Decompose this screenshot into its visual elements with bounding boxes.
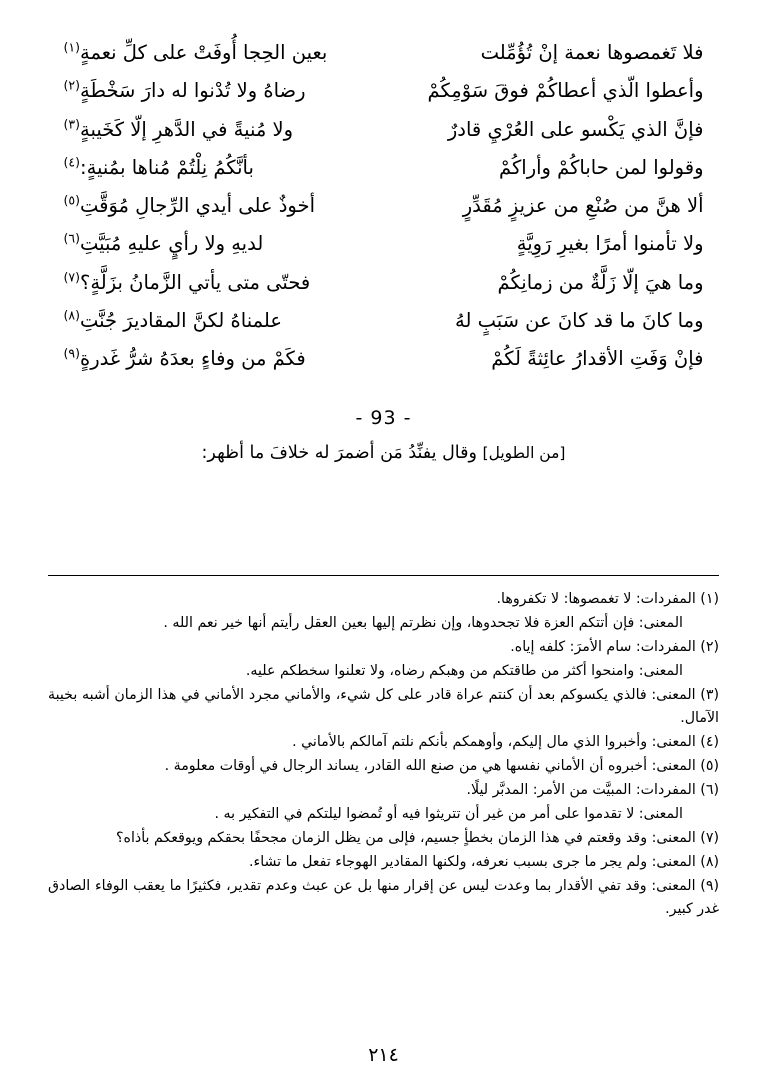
- hemistich-second-text: بعين الحِجا أُوفَتْ على كلِّ نعمةٍ: [80, 41, 328, 64]
- poem-verse: [64, 115, 704, 144]
- hemistich-second-text: علمناهُ لكنَّ المقاديرَ جُنَّتِ: [80, 308, 282, 332]
- hemistich-first: ولا تأمنوا أمرًا بغيرِ رَوِيَّةٍ: [516, 232, 704, 256]
- poem-verse: [64, 38, 704, 67]
- hemistich-first: وما هيَ إلّا زَلَّةٌ من زمانِكُمْ: [497, 270, 704, 294]
- verse-footnote-ref: (٤): [63, 154, 80, 170]
- hemistich-second: [64, 191, 394, 220]
- verse-footnote-ref: (٣): [63, 116, 80, 131]
- footnote-item: المعنى: فإن أتتكم العزة فلا تجحدوها، وإن نظرتم إليها بعين العقل رأيتم أنها خير نعم الله .: [163, 615, 683, 631]
- hemistich-first: ألا هنَّ من صُنْعِ من عزيزٍ مُقَدِّرٍ: [462, 194, 704, 217]
- footnote-item: (٢) المفردات: سام الأمرَ: كلفه إياه.: [510, 639, 719, 655]
- hemistich-second: [64, 115, 394, 144]
- hemistich-first: وما كانَ ما قد كانَ عن سَبَبٍ لهُ: [455, 308, 704, 332]
- hemistich-second-text: رضاهُ ولا تُدْنوا له دارَ سَخْطَةٍ: [80, 79, 306, 103]
- page-number: ٢١٤: [368, 1044, 399, 1066]
- footnote-item: (٦) المفردات: المبيَّت من الأمر: المدبَّر ليلًا.: [466, 782, 719, 798]
- hemistich-second: [64, 229, 394, 258]
- poem-block: [64, 38, 704, 373]
- hemistich-second-text: فحتّى متى يأتي الزَّمانُ بزَلَّةٍ؟: [80, 270, 311, 294]
- verse-footnote-ref: (٩): [63, 345, 80, 361]
- hemistich-second-text: فكَمْ من وفاءٍ بعدَهُ شرُّ غَدرةٍ: [80, 347, 306, 370]
- poem-verse: [64, 76, 704, 105]
- hemistich-second: [64, 76, 394, 105]
- hemistich-second-text: لديهِ ولا رأيٍ عليهِ مُبَيَّتِ: [80, 232, 264, 256]
- hemistich-second: [64, 344, 394, 373]
- footnotes-block: [48, 575, 719, 922]
- section-number: - 93 -: [355, 407, 412, 430]
- poem-verse: [64, 191, 704, 220]
- poem-verse: [64, 153, 704, 182]
- hemistich-second-text: أخوذٌ على أيدي الرِّجالِ مُوَقَّتِ: [80, 194, 315, 217]
- footnote-item: المعنى: لا تقدموا على أمر من غير أن تتريثوا فيه أو تُمضوا ليلتكم في التفكير به .: [214, 806, 683, 822]
- footnote-item: المعنى: وامنحوا أكثر من طاقتكم من وهبكم رضاه، ولا تعلنوا سخطكم عليه.: [245, 663, 683, 679]
- hemistich-second-text: بأنَّكُمُ نِلْتُمْ مُناها بمُنيةٍ:: [80, 155, 254, 179]
- verse-footnote-ref: (١): [63, 39, 80, 55]
- section-heading-text: وقال يفنِّدُ مَن أضمرَ له خلافَ ما أظهر:: [201, 443, 477, 464]
- footnote-item: (٧) المعنى: وقد وقعتم في هذا الزمان بخطأٍ جسيم، فإلى من يظل الزمان مجحفًا بحقكم ويوقعكم بأذاه؟: [116, 830, 719, 846]
- hemistich-second: [64, 153, 394, 182]
- footnote-item: (٨) المعنى: ولم يجر ما جرى بسبب نعرفه، ولكنها المقادير الهوجاء تفعل ما تشاء.: [249, 854, 719, 870]
- footnote-item: (٤) المعنى: وأخبروا الذي مال إليكم، وأوهمكم بأنكم نلتم آمالكم بالأماني .: [292, 734, 719, 750]
- poem-meter: [من الطويل]: [482, 444, 566, 463]
- section-heading: [48, 443, 719, 463]
- verse-footnote-ref: (٨): [63, 307, 80, 323]
- verse-footnote-ref: (٥): [63, 192, 80, 208]
- hemistich-second-text: ولا مُنيةً في الدَّهرِ إلّا كَخَيبةٍ: [80, 117, 294, 141]
- hemistich-first: وقولوا لمن حاباكُمْ وأراكُمْ: [499, 155, 704, 179]
- verse-footnote-ref: (٦): [63, 230, 80, 246]
- footnote-separator: [48, 575, 719, 576]
- hemistich-first: فلا تَغمصوها نعمة إنْ تُؤُمِّلت: [480, 41, 704, 64]
- footnote-item: (٣) المعنى: فالذي يكسوكم بعد أن كنتم عراة قادر على كل شيء، والأماني مجرد الأماني في هذا الزمان أشبه بخيبة الآمال.: [48, 687, 719, 726]
- footnote-item: (٩) المعنى: وقد تفي الأقدار بما وعدت ليس عن إقرار منها بل عن عبث وعدم تقدير، فكثيرًا ما يعقب الوفاء الصادق غدر كبير.: [48, 878, 719, 917]
- verse-footnote-ref: (٢): [63, 77, 80, 93]
- hemistich-first: فإنْ وَفَتِ الأقدارُ عائِثةً لَكُمْ: [491, 347, 704, 370]
- footnote-item: (٥) المعنى: أخبروه أن الأماني نفسها هي من صنع الله القادر، يساند الرجال في أوقات معلومة .: [164, 758, 719, 774]
- poem-verse: [64, 344, 704, 373]
- poem-verse: [64, 229, 704, 258]
- poem-verse: [64, 268, 704, 297]
- poem-verse: [64, 306, 704, 335]
- hemistich-first: فإنَّ الذي يَكْسو على العُرْيِ قادرٌ: [447, 117, 704, 141]
- verse-footnote-ref: (٧): [63, 269, 80, 284]
- hemistich-second: [64, 268, 394, 297]
- hemistich-first: وأعطوا الّذي أعطاكُمْ فوقَ سَوْمِكُمْ: [427, 79, 704, 103]
- footnote-item: (١) المفردات: لا تغمصوها: لا تكفروها.: [496, 591, 719, 607]
- hemistich-second: [64, 306, 394, 335]
- hemistich-second: [64, 38, 394, 67]
